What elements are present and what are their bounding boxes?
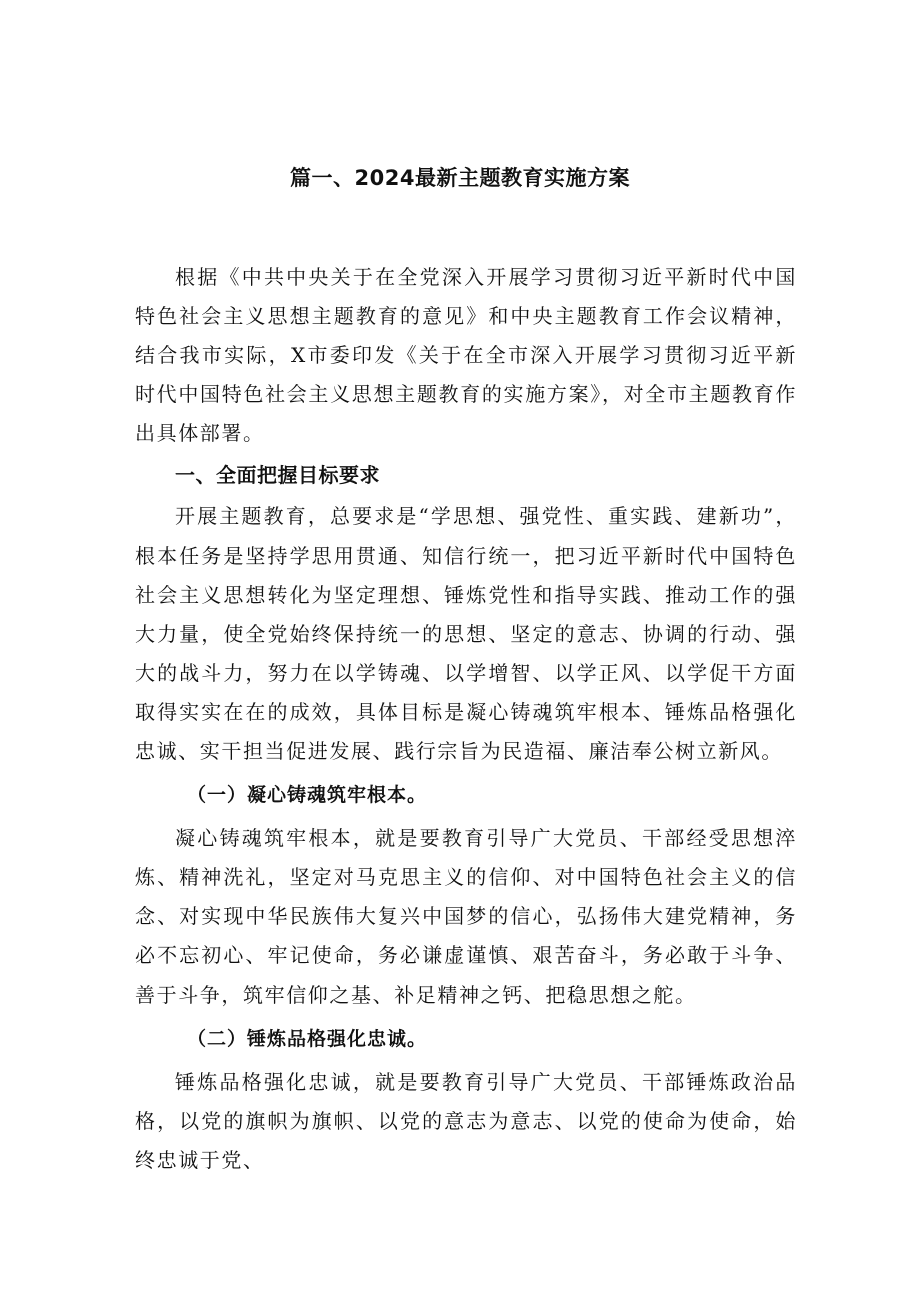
subsection-heading-1: （一）凝心铸魂筑牢根本。 (187, 784, 428, 807)
section-goals-paragraph: 开展主题教育，总要求是“学思想、强党性、重实践、建新功”，根本任务是坚持学思用贯通、知信行统一，把习近平新时代中国特色社会主义思想转化为坚定理想、锤炼党性和指导实践、推动工作的强大力量，使全党始终保持统一的思想、坚定的意志、协调的行动、强大的战斗力，努力在以学铸魂、以学增智、以学正风、以学促干方面取得实实在在的成效，具体目标是凝心铸魂筑牢根本、锤炼品格强化忠诚、实干担当促进发展、践行宗旨为民造福、廉洁奉公树立新风。 (135, 504, 797, 764)
subsection-heading-2: （二）锤炼品格强化忠诚。 (187, 1027, 428, 1050)
document-body (135, 258, 797, 1180)
document-title: 篇一、2024最新主题教育实施方案 (290, 166, 630, 190)
intro-paragraph: 根据《中共中央关于在全党深入开展学习贯彻习近平新时代中国特色社会主义思想主题教育的意见》和中央主题教育工作会议精神，结合我市实际，X市委印发《关于在全市深入开展学习贯彻习近平新时代中国特色社会主义思想主题教育的实施方案》，对全市主题教育作出具体部署。 (135, 265, 797, 446)
section-heading-goals: 一、全面把握目标要求 (175, 463, 380, 488)
subsection-1-paragraph: 凝心铸魂筑牢根本，就是要教育引导广大党员、干部经受思想淬炼、精神洗礼，坚定对马克思主义的信仰、对中国特色社会主义的信念、对实现中华民族伟大复兴中国梦的信心，弘扬伟大建党精神，务必不忘初心、牢记使命，务必谦虚谨慎、艰苦奋斗，务必敢于斗争、善于斗争，筑牢信仰之基、补足精神之钙、把稳思想之舵。 (135, 826, 797, 1007)
subsection-2-paragraph: 锤炼品格强化忠诚，就是要教育引导广大党员、干部锤炼政治品格，以党的旗帜为旗帜、以党的意志为意志、以党的使命为使命，始终忠诚于党、 (135, 1069, 797, 1172)
